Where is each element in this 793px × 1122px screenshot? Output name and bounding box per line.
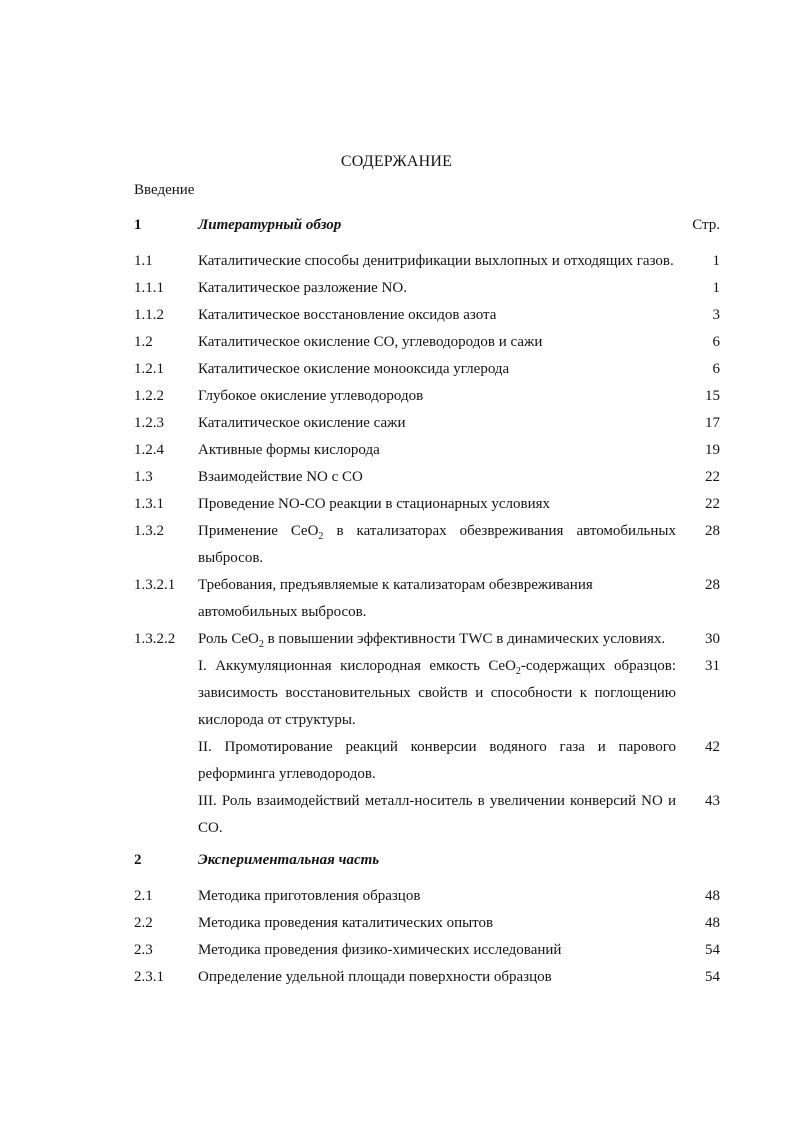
toc-page: 48 [705, 888, 720, 904]
toc-entry [134, 626, 720, 653]
toc-page: 6 [712, 334, 720, 350]
toc-title: Каталитическое окисление монооксида углерода [198, 361, 510, 377]
toc-number: 1.2.4 [134, 442, 164, 458]
toc-entry [134, 910, 720, 937]
toc-entry [134, 964, 720, 991]
toc-title: Каталитическое разложение NO. [198, 280, 407, 296]
toc-title: Глубокое окисление углеводородов [198, 388, 424, 404]
subscript: 2 [258, 639, 264, 650]
toc-entry [134, 383, 720, 410]
toc-title: III. Роль взаимодействий металл-носитель в увеличении конверсий NO и CO. [198, 793, 676, 836]
toc-title-part: Роль CeO [198, 631, 259, 647]
toc-title [198, 626, 676, 653]
toc-number: 1.1.2 [134, 307, 164, 323]
toc-number: 1.2 [134, 334, 153, 350]
toc-title [198, 653, 676, 734]
toc-entry [134, 275, 720, 302]
toc-number: 2.3 [134, 942, 153, 958]
toc-page: 48 [705, 915, 720, 931]
toc-entry [134, 437, 720, 464]
toc-title: Методика проведения каталитических опытов [198, 915, 494, 931]
toc-number: 2.2 [134, 915, 153, 931]
toc-title [198, 518, 676, 572]
toc-page: 1 [712, 280, 720, 296]
toc-title-part: в повышении эффективности TWC в динамических условиях. [263, 631, 666, 647]
toc-entry [134, 329, 720, 356]
toc-number: 1.3.2.1 [134, 577, 176, 593]
toc-number: 1.1.1 [134, 280, 164, 296]
toc-page: 42 [705, 739, 720, 755]
toc-number: 1.2.1 [134, 361, 164, 377]
toc-page: 17 [705, 415, 720, 431]
subscript: 2 [318, 531, 324, 542]
toc-section-1 [134, 212, 720, 239]
toc-number: 2.1 [134, 888, 153, 904]
toc-title: Определение удельной площади поверхности образцов [198, 969, 552, 985]
page-title: СОДЕРЖАНИЕ [340, 153, 453, 170]
toc-title-part: -содержащих образцов: зависимость восстановительных свойств и способности к поглощению кислорода от структуры. [198, 658, 676, 728]
intro-heading: Введение [134, 182, 195, 198]
toc-title-part: Применение CeO [198, 523, 319, 539]
toc-page: 28 [705, 577, 720, 593]
toc-entry [134, 464, 720, 491]
toc-entry [134, 491, 720, 518]
toc-title: Каталитическое восстановление оксидов азота [198, 307, 497, 323]
toc-title: II. Промотирование реакций конверсии водяного газа и парового реформинга углеводородов. [198, 739, 676, 782]
toc-page: 3 [712, 307, 720, 323]
toc-page: 19 [705, 442, 720, 458]
toc-page: 43 [705, 793, 720, 809]
toc-number: 1.3.1 [134, 496, 164, 512]
toc-entry [134, 883, 720, 910]
toc-number: 1 [134, 217, 142, 233]
toc-title: Требования, предъявляемые к катализаторам обезвреживания автомобильных выбросов. [198, 577, 593, 620]
toc-title-part: в катализаторах обезвреживания автомобильных выбросов. [198, 523, 676, 566]
toc-page: 1 [712, 253, 720, 269]
toc-page: 15 [705, 388, 720, 404]
toc-title: Каталитические способы денитрификации выхлопных и отходящих газов. [198, 253, 674, 269]
toc-subentry [134, 788, 720, 842]
toc-subentry [134, 653, 720, 734]
toc-entry [134, 572, 720, 626]
toc-number: 1.3.2 [134, 523, 164, 539]
toc-subentry [134, 734, 720, 788]
toc-title: Проведение NO-CO реакции в стационарных условиях [198, 496, 551, 512]
toc-number: 2 [134, 852, 142, 868]
toc-entry [134, 302, 720, 329]
toc-page: 28 [705, 523, 720, 539]
toc-number: 1.1 [134, 253, 153, 269]
toc-title: Экспериментальная часть [198, 852, 380, 868]
toc-entry [134, 410, 720, 437]
toc-number: 1.2.2 [134, 388, 164, 404]
toc-title: Каталитическое окисление сажи [198, 415, 406, 431]
toc-entry [134, 937, 720, 964]
toc-page-header: Стр. [692, 217, 720, 233]
toc-number: 1.3.2.2 [134, 631, 176, 647]
toc-page: 54 [705, 942, 720, 958]
toc-page: 22 [705, 496, 720, 512]
toc-section-2 [134, 847, 720, 874]
toc-page: 30 [705, 631, 720, 647]
toc-entry [134, 518, 720, 572]
toc-entry [134, 248, 720, 275]
toc-title: Каталитическое окисление CO, углеводородов и сажи [198, 334, 543, 350]
toc-title: Методика проведения физико-химических исследований [198, 942, 562, 958]
toc-title: Литературный обзор [198, 217, 342, 233]
toc-title-part: I. Аккумуляционная кислородная емкость CeO [198, 658, 516, 674]
subscript: 2 [515, 666, 521, 677]
toc-page: 31 [705, 658, 720, 674]
toc-page: 22 [705, 469, 720, 485]
toc-page: 54 [705, 969, 720, 985]
toc-title: Методика приготовления образцов [198, 888, 421, 904]
toc-number: 2.3.1 [134, 969, 164, 985]
toc-entry [134, 356, 720, 383]
table-of-contents [134, 212, 720, 991]
toc-number: 1.3 [134, 469, 153, 485]
toc-title: Активные формы кислорода [198, 442, 380, 458]
toc-title: Взаимодействие NO с CO [198, 469, 363, 485]
toc-number: 1.2.3 [134, 415, 164, 431]
toc-page: 6 [712, 361, 720, 377]
